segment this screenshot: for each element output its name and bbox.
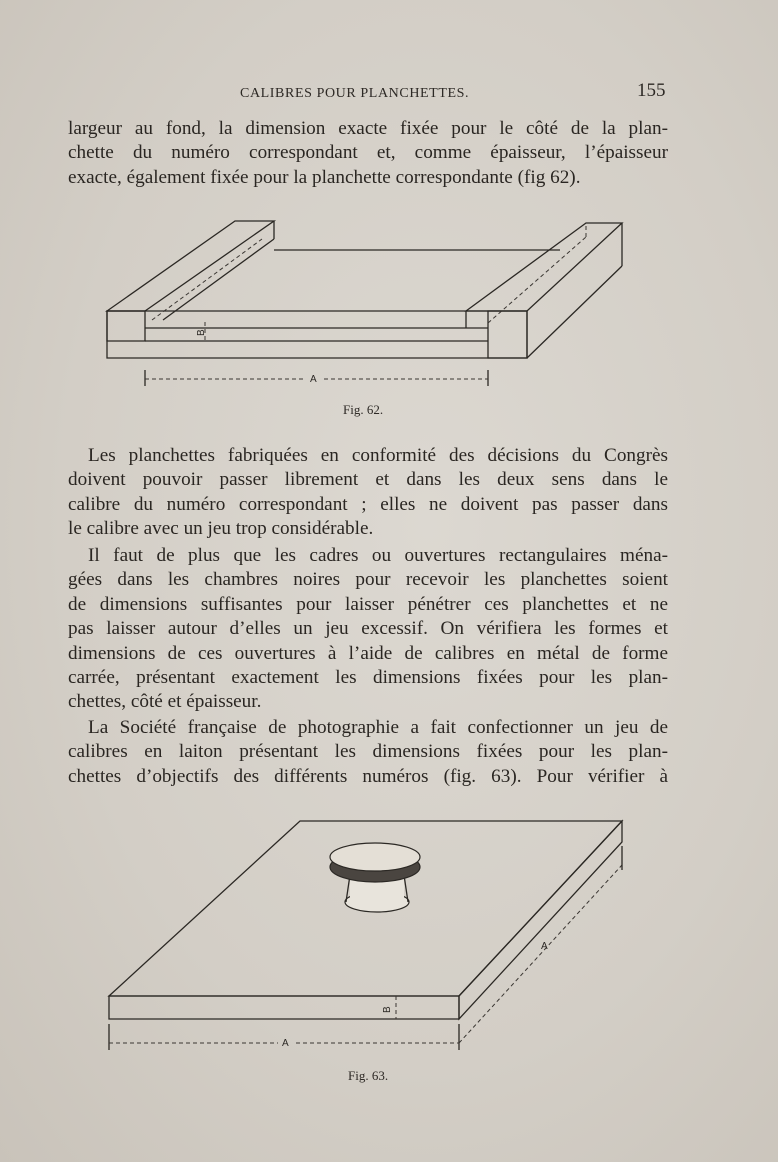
- fig63-dimension-a-side: [459, 865, 622, 1043]
- text-line: le calibre avec un jeu trop considérable.: [68, 518, 374, 540]
- fig62-label-a: A: [310, 374, 317, 385]
- running-title: CALIBRES POUR PLANCHETTES.: [240, 86, 470, 101]
- text-line: Les planchettes fabriquées en conformité des décisions du Congrès: [88, 445, 668, 466]
- fig62-right-rail-edge: [527, 266, 622, 358]
- figure-62-caption: Fig. 62.: [343, 402, 384, 417]
- fig62-left-rail: [107, 221, 274, 311]
- fig63-label-a-side: A: [541, 941, 548, 952]
- fig63-label-b: B: [382, 1006, 393, 1013]
- text-line: de dimensions suffisantes pour laisser pénétrer ces planchettes et ne: [68, 593, 668, 615]
- text-line: dimensions de ces ouvertures à l’aide de calibres en métal de forme: [68, 642, 668, 664]
- paragraph-3: [68, 544, 668, 715]
- fig63-plate-front: [109, 996, 459, 1019]
- text-line: largeur au fond, la dimension exacte fixée pour le côté de la plan-: [68, 118, 668, 139]
- text-line: gées dans les chambres noires pour recevoir les planchettes soient: [68, 569, 668, 591]
- paragraph-2: [68, 444, 668, 542]
- text-line: chette du numéro correspondant et, comme épaisseur, l’épaisseur: [68, 142, 668, 164]
- fig63-knob-cap: [330, 843, 420, 871]
- fig62-label-b: B: [196, 329, 207, 336]
- fig62-base-front: [107, 311, 527, 358]
- fig62-left-rail-edge: [163, 239, 274, 320]
- text-line: doivent pouvoir passer librement et dans les deux sens dans le: [68, 469, 668, 491]
- text-line: exacte, également fixée pour la planchette correspondante (fig 62).: [68, 166, 581, 188]
- fig62-hidden-edge: [152, 239, 262, 320]
- text-line: chettes, côté et épaisseur.: [68, 691, 262, 713]
- fig62-left-rail-front: [107, 311, 145, 341]
- fig63-knob: [330, 843, 420, 912]
- text-line: La Société française de photographie a fait confectionner un jeu de: [88, 717, 668, 738]
- figure-63-drawing: [0, 810, 778, 1060]
- figure-63-caption: Fig. 63.: [348, 1068, 389, 1083]
- fig63-plate-side: [459, 821, 622, 1019]
- text-line: chettes d’objectifs des différents numéros (fig. 63). Pour vérifier à: [68, 765, 668, 787]
- page-number: 155: [637, 80, 666, 101]
- fig63-label-a-bottom: A: [282, 1038, 289, 1049]
- paragraph-4: [68, 716, 668, 789]
- fig62-right-rail: [466, 223, 622, 311]
- text-line: Il faut de plus que les cadres ou ouvertures rectangulaires ména-: [88, 545, 668, 566]
- text-line: pas laisser autour d’elles un jeu excessif. On vérifiera les formes et: [68, 618, 668, 640]
- paragraph-1: [68, 117, 668, 190]
- text-line: calibre du numéro correspondant ; elles ne doivent pas passer dans: [68, 493, 668, 515]
- text-line: carrée, présentant exactement les dimensions fixées pour les plan-: [68, 667, 668, 689]
- text-line: calibres en laiton présentant les dimensions fixées pour les plan-: [68, 741, 668, 763]
- figure-62-drawing: [0, 210, 778, 410]
